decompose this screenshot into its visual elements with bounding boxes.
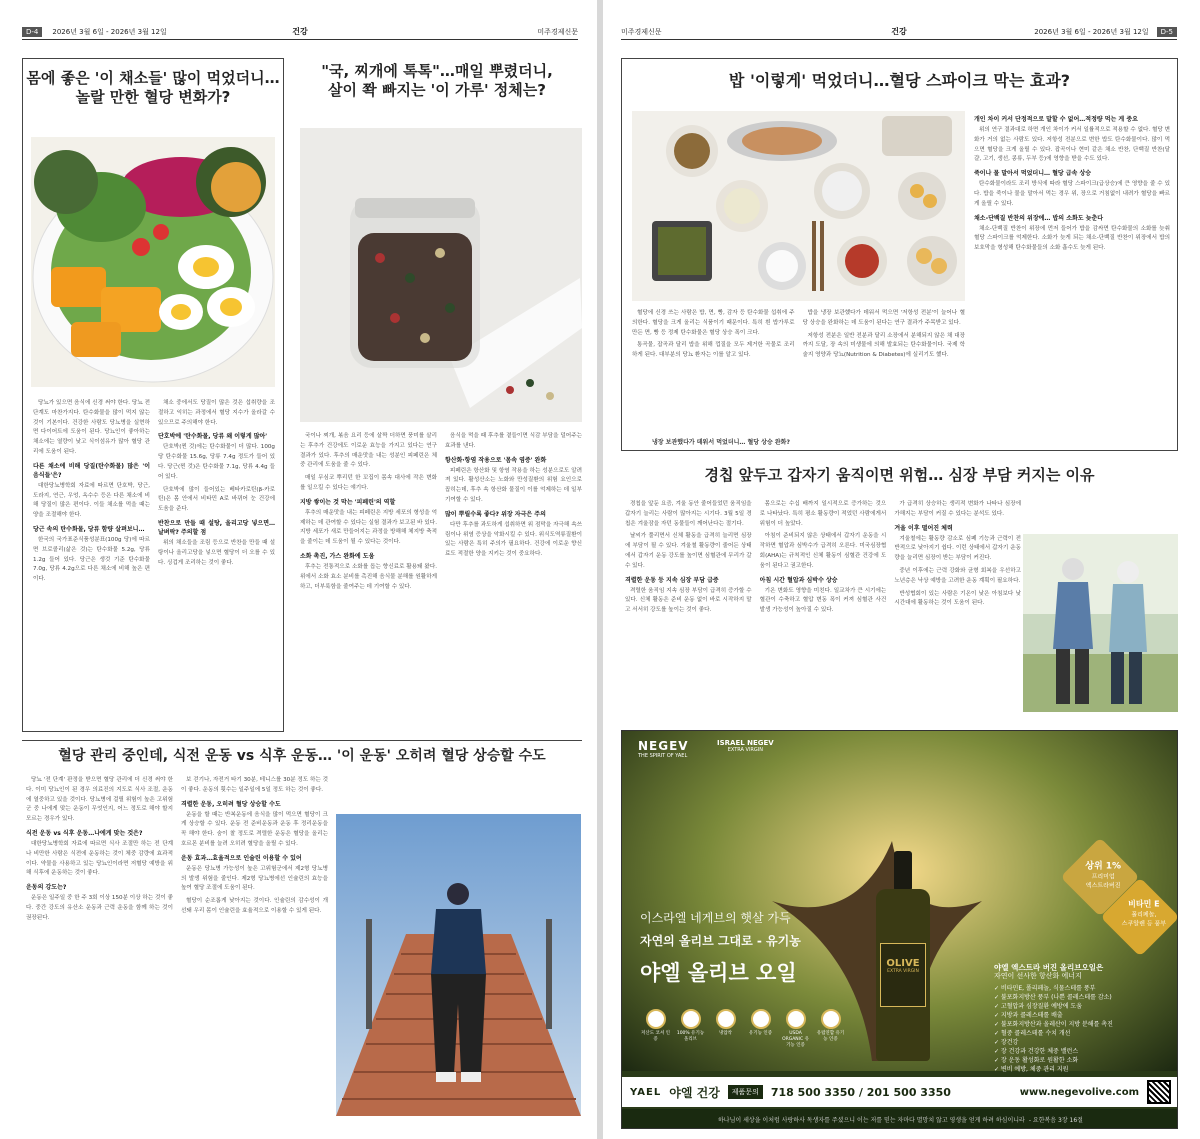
page-header-right bbox=[621, 24, 1177, 40]
vitamin-badge: 비타민 E 폴리페놀, 스쿠알렌 등 풍부 bbox=[1100, 877, 1178, 956]
paragraph: 혈당에 신경 쓰는 사람은 밥, 면, 빵, 감자 등 탄수화물 섭취에 주의한다. 혈당을 크게 올리는 식품이기 때문이다. 특히 흰 밥가루로 만든 면, 빵 등 정제 탄수화물은 혈당 상승 폭이 크다. bbox=[632, 310, 795, 336]
benefit-item: ✓ 비타민E, 폴리페놀, 식물스테롤 풍부 bbox=[994, 985, 1096, 992]
paragraph: 대한당뇨병학회 자료에 따르면 식사 조절만 하는 전 단계나 비만한 사람은 식전에 운동하는 것이 체중 감량에 효과적이다. 약물을 사용하고 있는 당뇨인이라면 저혈당 예방을 위해 식후에 운동하는 것이 좋다. bbox=[26, 840, 173, 877]
paragraph: 당뇨가 있으면 음식에 신경 써야 한다. 당뇨 전 단계도 마찬가지다. 탄수화물을 많이 먹지 않는 것이 기본이다. 건강한 사람도 당뇨병을 실현하면 다이어트에 도움이 된다. 당뇨인이 좋아하는 채소에는 열량이 낮고 식이섬유가 많아 혈당 관리에 도움이 된다. bbox=[33, 400, 150, 455]
paragraph: 단호박에 많이 들어있는 베타카로틴(β-카로틴)은 몸 안에서 비타민 A로 바뀌어 눈 건강에 도움을 준다. bbox=[158, 486, 275, 513]
certification-item: 유럽연합 유기농 인증 bbox=[815, 1009, 846, 1049]
paragraph: 후추는 전통적으로 소화를 돕는 향신료로 활용돼 왔다. 위에서 소화 효소 분비를 촉진해 음식물 분해를 원활하게 하고, 더부룩함을 줄여주는 데 기여할 수 있다. bbox=[300, 563, 437, 590]
text-column bbox=[894, 500, 1021, 712]
pepper-illustration bbox=[300, 128, 582, 422]
dishes-illustration bbox=[632, 111, 965, 301]
paragraph: 한국의 국가표준식품성분표(100g 당)에 따르면 브로콜리(삶은 것)는 탄수화물 5.2g, 당류 1.2g 들어 있다. 당근은 생것 기준 탄수화물 7.0g, 당류 4.2g으로 다른 채소에 비해 높은 편이다. bbox=[33, 536, 150, 583]
bible-verse: 하나님이 세상을 이처럼 사랑하사 독생자를 주셨으니 이는 저를 믿는 자마다 멸망치 않고 영생을 얻게 하려 하심이니라 - 요한복음 3장 16절 bbox=[622, 1109, 1178, 1129]
paragraph: 밥을 냉장 보관했다가 데워서 먹으면 '저항성 전분'이 늘어나 혈당 상승을 완화하는 데 도움이 된다는 연구 결과가 주목받고 있다. bbox=[802, 310, 965, 326]
paragraph: 경칩을 앞둔 요즘, 겨울 동안 줄어들었던 움직임을 갑자기 늘리는 사람이 많아지는 시기다. 3월 5일 경칩은 겨울잠을 자던 동물들이 깨어난다는 절기다. bbox=[625, 501, 752, 527]
article-title-exercise: 혈당 관리 중인데, 식전 운동 vs 식후 운동… '이 운동' 오히려 혈당 상승할 수도 bbox=[58, 748, 546, 764]
certification-icon bbox=[821, 1009, 841, 1029]
subheading: 격렬한 운동, 오히려 혈당 상승할 수도 bbox=[181, 800, 281, 808]
certification-icon bbox=[716, 1009, 736, 1029]
article-title: 몸에 좋은 '이 채소들' 많이 먹었더니… 놀랄 만한 혈당 변화가? bbox=[26, 69, 280, 107]
paragraph: 중년 이후에는 근력 강화와 균형 회복을 우선하고 노년층은 낙상 예방을 고려한 운동 계획이 필요하다. bbox=[894, 567, 1022, 584]
article-title: 밥 '이렇게' 먹었더니…혈당 스파이크 막는 효과? bbox=[728, 71, 1071, 90]
subheading: 식전 운동 vs 식후 운동…나에게 맞는 것은? bbox=[26, 829, 143, 837]
paragraph: 채소 중에서도 당질이 많은 것은 섭취량을 조절하고 익히는 과정에서 혈당 지수가 올라갈 수 있으므로 주의해야 한다. bbox=[158, 400, 275, 426]
section-name: 건강 bbox=[891, 27, 907, 36]
text-column bbox=[760, 500, 887, 712]
article-vegetables bbox=[22, 58, 284, 732]
salad-illustration bbox=[31, 137, 275, 387]
website-link[interactable]: www.negevolive.com bbox=[1019, 1086, 1139, 1098]
paragraph: 아침이 준비되지 않은 상태에서 갑자기 운동을 시작하면 혈압과 심박수가 급격히 오른다. 미국심장협회(AHA)는 규칙적인 신체 활동이 심혈관 건강에 도움이 된다고 권고한다. bbox=[759, 533, 887, 569]
text-column bbox=[158, 399, 275, 725]
paragraph: 대한당뇨병학회 자료에 따르면 단호박, 당근, 도라지, 연근, 우엉, 옥수수 등은 다른 채소에 비해 당질이 많은 편이다. 이들 채소를 먹을 때는 양을 조절해야 한다. bbox=[33, 482, 150, 519]
subheading: 겨울 이후 떨어진 체력 bbox=[894, 524, 953, 532]
brand-logo-2: ISRAEL NEGEV EXTRA VIRGIN bbox=[717, 739, 774, 753]
subheading: 소화 촉진, 가스 완화에 도움 bbox=[300, 552, 375, 560]
paragraph: 매일 무심코 뿌리던 한 꼬집이 몸속 대사에 작은 변화를 일으킬 수 있다는 얘기다. bbox=[300, 475, 437, 491]
certification-item: 저산도 코셔 인증 bbox=[640, 1009, 671, 1049]
text-column bbox=[181, 776, 328, 1116]
paragraph: 통곡물, 잡곡과 달리 밥을 위해 껍질을 모두 제거한 곡물로 조리하게 된다. 대부분의 당뇨 환자는 이를 알고 있다. bbox=[632, 342, 795, 359]
section-name: 건강 bbox=[292, 27, 308, 36]
publication-name: 미주경제신문 bbox=[537, 27, 578, 36]
article-title-powder: "국, 찌개에 톡톡"…매일 뿌렸더니, 살이 쫙 빠지는 '이 가루' 정체는? bbox=[321, 62, 553, 100]
certification-item: 100% 유기농 올리브 bbox=[675, 1009, 706, 1049]
article-body bbox=[632, 309, 965, 437]
paragraph: 위의 채소들을 조림 등으로 반찬을 만들 때 설탕이나 올리고당을 넣으면 혈당이 더 오를 수 있다. 싱겁게 조리하는 것이 좋다. bbox=[158, 539, 275, 566]
footer-logo: YAEL bbox=[630, 1086, 662, 1098]
paragraph: 혈당이 순조롭게 낮아지는 것이다. 인슐린의 감수성이 개선돼 우리 몸이 인슐린을 효율적으로 이용할 수 있게 된다. bbox=[181, 898, 328, 914]
olive-oil-ad[interactable] bbox=[621, 730, 1178, 1129]
left-page bbox=[0, 0, 597, 1139]
certification-icon bbox=[786, 1009, 806, 1029]
phone-number[interactable]: 718 500 3350 / 201 500 3350 bbox=[770, 1085, 951, 1099]
photo-caption: 냉장 보관했다가 데워서 먹었더니… 혈당 상승 완화? bbox=[652, 439, 790, 446]
paragraph: 날씨가 풀리면서 신체 활동을 급격히 늘리면 심장에 부담이 될 수 있다. 겨울철 활동량이 줄어든 상태에서 갑자기 운동 강도를 높이면 심혈관에 무리가 갈 수 있다. bbox=[625, 533, 752, 569]
paragraph: 음식을 먹을 때 후추를 곁들이면 식감 부담을 덜어주는 효과를 낸다. bbox=[445, 433, 582, 449]
article-body-powder bbox=[300, 432, 582, 732]
certification-item: 냉압착 bbox=[710, 1009, 741, 1049]
paragraph: 채소-단백질 반찬이 위장에 먼저 들어가 밥을 감싸면 탄수화물의 소화를 늦춰 혈당 스파이크를 억제한다. 소화가 늦게 되는 채소-단백질 반찬이 위장에서 밥의 보호막을 형성해 탄수화물들의 소화 흡수도 늦게 된다. bbox=[974, 225, 1170, 252]
stairs-runner-photo bbox=[336, 814, 581, 1116]
ad-contact-bar bbox=[622, 1077, 1178, 1107]
page-number: D-4 bbox=[22, 27, 42, 37]
text-column bbox=[632, 309, 795, 437]
footer-brand: 야엘 건강 bbox=[669, 1085, 720, 1100]
premium-badge: 상위 1% 프리미엄 엑스트라버진 bbox=[1060, 837, 1139, 916]
benefit-item: ✓ 장 운동 활성화로 원활한 소화 bbox=[994, 1057, 1079, 1064]
page-header-left bbox=[22, 24, 578, 40]
certification-icon bbox=[681, 1009, 701, 1029]
rice-dishes-photo bbox=[632, 111, 965, 301]
benefit-item: ✓ 불포화지방산 풍부 (나쁜 콜레스테롤 감소) bbox=[994, 994, 1112, 1001]
article-body bbox=[33, 399, 275, 725]
article-body-exercise bbox=[26, 776, 328, 1116]
paragraph: 운동은 일주일 중 한 주 3회 이상 150분 이상 하는 것이 좋다. 중간 강도의 유산소 운동과 근력 운동을 함께 하는 것이 권장된다. bbox=[26, 895, 173, 921]
benefit-item: ✓ 변비 예방, 체중 관리 지원 bbox=[994, 1066, 1069, 1073]
subheading: 개인 차이 커서 단정적으로 말할 수 없어…적정량 먹는 게 중요 bbox=[974, 116, 1138, 123]
paragraph: 몸으로는 수십 배까지 일시적으로 증가하는 것으로 나타났다. 특히 평소 활동량이 적었던 사람에게서 위험이 더 높았다. bbox=[759, 501, 887, 527]
paragraph: 운동은 당뇨병 가능성이 높은 고위험군에서 제2형 당뇨병의 발생 위험을 줄인다. 제2형 당뇨병에선 인슐린의 효능을 높여 혈당 조절에 도움이 된다. bbox=[181, 865, 328, 892]
subheading: 많이 뿌릴수록 좋다? 위장 자극은 주의 bbox=[445, 510, 546, 518]
certification-item: USDA ORGANIC 유기농 인증 bbox=[780, 1009, 811, 1049]
paragraph: 반성협회이 있는 사람은 기온이 낮은 아침보다 낮 시간대에 활동하는 것이 도움이 된다. bbox=[894, 590, 1022, 607]
paragraph: 운동을 할 때는 반복운동에 음식을 많이 먹으면 혈당이 크게 상승할 수 있다. 운동 전 준비운동과 운동 후 정리운동을 꼭 해야 한다. 숨이 찰 정도로 격렬한 운동은 혈당을 올리는 호르몬 분비를 늘려 오히려 혈당을 올릴 수 있다. bbox=[181, 811, 328, 847]
benefit-item: ✓ 지방과 콜레스테롤 배출 bbox=[994, 1012, 1063, 1019]
paragraph: 다만 후추를 과도하게 섭취하면 위 점막을 자극해 속쓰림이나 위염 증상을 악화시킬 수 있다. 위식도역류질환이 있는 사람은 특히 주의가 필요하다. 건강에 이로운 향신료도 적절한 양을 지키는 것이 중요하다. bbox=[445, 521, 582, 558]
paragraph: 피페린은 항산화 및 항염 작용을 하는 성분으로도 알려져 있다. 활성산소는 노화와 만성질환의 위험 요인으로 꼽히는데, 후추 속 항산화 물질이 이를 억제하는 데 일부 기여할 수 있다. bbox=[445, 467, 582, 503]
contact-label: 제품문의 bbox=[728, 1085, 763, 1099]
paragraph: 국이나 찌개, 볶음 요리 등에 살짝 더하면 풍미를 살리는 후추가 건강에도 이로운 효능을 가지고 있다는 연구 결과가 있다. 후추의 매운맛을 내는 성분인 피페린은 체중 관리에 도움을 줄 수 있다. bbox=[300, 433, 437, 469]
elderly-couple-photo bbox=[1023, 534, 1178, 712]
paragraph: 단호박(찐 것)에는 탄수화물이 더 많다. 100g당 탄수화물 15.6g, 당류 7.4g 정도가 들어 있다. 당근(찐 것)은 탄수화물 7.1g, 당류 4.4g 들어 있다. bbox=[158, 444, 275, 480]
paragraph: 탄수화물이라도 조리 방식에 따라 혈당 스파이크(급상승)에 큰 영향을 줄 수 있다. 밥을 죽이나 물을 말아서 먹는 경우 위, 장으로 거침없이 내려가 혈당을 빠르게 올릴 수 있다. bbox=[974, 181, 1170, 207]
text-column bbox=[445, 432, 582, 732]
subheading: 다른 채소에 비해 당질(탄수화물) 많은 '이 음식들'은? bbox=[33, 462, 150, 479]
qr-code-icon[interactable] bbox=[1147, 1080, 1171, 1104]
benefit-item: ✓ 불포화지방산과 올레산이 지방 분해를 촉진 bbox=[994, 1021, 1113, 1028]
paragraph: 보 걷기나, 자전거 타기 30분, 테니스를 30분 정도 하는 것이 좋다. 운동의 횟수는 일주일에 5일 정도 하는 것이 좋다. bbox=[181, 777, 328, 793]
divider bbox=[22, 740, 582, 741]
text-column bbox=[803, 309, 966, 437]
text-column bbox=[625, 500, 752, 712]
text-column bbox=[26, 776, 173, 1116]
right-page bbox=[603, 0, 1200, 1139]
paragraph: 당뇨 '전 단계' 판정을 받으면 혈당 관리에 더 신경 써야 한다. 이미 당뇨인이 된 경우 의료진의 지도로 식사 조절, 운동에 열중하고 있을 것이다. 당뇨병에 걸릴 위험이 높은 고위험군 중 나에게 맞는 운동이 무엇인지, 어느 정도로 해야 할지 모르는 경우가 있다. bbox=[26, 777, 173, 823]
paragraph: 기온 변화도 영향을 미친다. 일교차가 큰 시기에는 혈관이 수축하고 혈압 변동 폭이 커져 심혈관 사건 발생 가능성이 높아질 수 있다. bbox=[759, 587, 887, 614]
paragraph: 저항성 전분은 일반 전분과 달리 소장에서 분해되지 않은 채 대장까지 도달, 장 속의 미생물에 의해 발효되는 탄수화물이다. 국제 학술지 영양과 당뇨(Nutrition & Diabetes)에 실리기도 했다. bbox=[802, 332, 965, 359]
subheading: 운동 효과…효율적으로 인슐린 이용할 수 있어 bbox=[181, 854, 302, 862]
salad-photo bbox=[31, 137, 275, 387]
benefit-item: ✓ 혈중 콜레스테롤 수치 개선 bbox=[994, 1030, 1071, 1037]
certification-icon bbox=[646, 1009, 666, 1029]
certification-icons bbox=[640, 1009, 850, 1049]
issue-date: 2026년 3월 6일 - 2026년 3월 12일 bbox=[1034, 27, 1149, 36]
subheading: 지방 쌓이는 것 막는 '피페린'의 역할 bbox=[300, 498, 396, 506]
subheading: 운동의 강도는? bbox=[26, 884, 67, 892]
subheading: 채소-단백질 반찬의 위장에… 밥의 소화도 늦춘다 bbox=[974, 214, 1104, 222]
certification-icon bbox=[751, 1009, 771, 1029]
text-column bbox=[300, 432, 437, 732]
text-column bbox=[33, 399, 150, 725]
paragraph: 격렬한 움직임 지속 심장 부담이 급격히 증가할 수 있다. 신체 활동은 준비 운동 없이 바로 시작하지 말고 서서히 강도를 높이는 것이 좋다. bbox=[625, 587, 752, 614]
stairs-illustration bbox=[336, 814, 581, 1116]
paragraph: 겨울철에는 활동량 감소로 심폐 기능과 근력이 전반적으로 낮아지기 쉽다. 이런 상태에서 갑자기 운동량을 늘리면 심장이 받는 부담이 커진다. bbox=[894, 535, 1022, 562]
pepper-jar-photo bbox=[300, 128, 582, 422]
benefit-item: ✓ 고혈압과 심장질환 예방에 도움 bbox=[994, 1003, 1083, 1010]
paragraph: 후추의 매운맛을 내는 피페린은 지방 세포의 형성을 억제하는 데 관여할 수 있다는 실험 결과가 보고된 바 있다. 지방 세포가 새로 만들어지는 과정을 방해해 체지방 축적을 줄이는 데 도움이 될 수 있다는 것이다. bbox=[300, 509, 437, 546]
page-number: D-5 bbox=[1157, 27, 1177, 37]
article-body-heart bbox=[625, 500, 1021, 712]
couple-illustration bbox=[1023, 534, 1178, 712]
subheading: 당근 속의 탄수화물, 당류 함량 살펴보니… bbox=[33, 525, 145, 533]
publication-name: 미주경제신문 bbox=[621, 27, 662, 36]
article-rice bbox=[621, 58, 1178, 451]
ad-tagline: 이스라엘 네게브의 햇살 가득 자연의 올리브 그대로 - 유기농 야엘 올리브 오일 bbox=[640, 911, 801, 985]
subheading: 항산화·항염 작용으로 '몸속 염증' 완화 bbox=[445, 456, 547, 464]
olive-oil-bottle: OLIVE EXTRA VIRGIN bbox=[872, 851, 934, 1061]
sidebar-text bbox=[974, 111, 1170, 441]
ad-headline: 야엘 올리브 오일 bbox=[640, 961, 797, 985]
brand-logo: NEGEV THE SPIRIT OF YAEL bbox=[638, 739, 689, 759]
certification-item: 유기농 인증 bbox=[745, 1009, 776, 1049]
benefits-list: 야엘 엑스트라 버진 올리브오일은 자연이 선사한 항산화 에너지 ✓ 비타민E, 폴리페놀, 식물스테롤 풍부 ✓ 불포화지방산 풍부 (나쁜 콜레스테롤 감소) ✓ 고혈압과 심장질환 예방에 도움 ✓ 지방과 콜레스테롤 배출 ✓ 불포화지방산과 올레산이 지방 분해를 촉진 ✓ 혈중 콜레스테롤 수치 개선 ✓ 장건강 ✓ 장 건강과 건강한 체중 밸런스 ✓ 장 운동 활성화로 원활한 소화 ✓ 변비 예방, 체중 관리 지원 bbox=[994, 963, 1170, 1074]
subheading: 반찬으로 만들 때 설탕, 올리고당 넣으면… 날벼락? 주의할 점 bbox=[158, 519, 275, 536]
subheading: 격렬한 운동 등 지속 심장 부담 급증 bbox=[625, 576, 719, 584]
subheading: 아침 시간 혈압과 심박수 상승 bbox=[759, 576, 838, 584]
bottle-label: OLIVE bbox=[886, 958, 920, 969]
benefit-item: ✓ 장건강 bbox=[994, 1039, 1019, 1046]
benefit-item: ✓ 장 건강과 건강한 체중 밸런스 bbox=[994, 1048, 1079, 1055]
paragraph: 위의 연구 결과대로 하면 개인 차이가 커서 일률적으로 적용할 수 없다. 혈당 변화가 거의 없는 사람도 있다. 저항성 전분으로 변한 밥도 탄수화물이다. 많이 먹으면 혈당을 크게 올릴 수 있다. 잡곡이나 현미 같은 채소 반찬, 단백질 반찬(달걀, 고기, 생선, 콩류, 두부 등)에 영향을 받을 수도 있다. bbox=[974, 127, 1170, 163]
subheading: 죽이나 물 말아서 먹었더니… 혈당 급속 상승 bbox=[974, 170, 1092, 178]
article-title-heart: 경칩 앞두고 갑자기 움직이면 위험… 심장 부담 커지는 이유 bbox=[704, 466, 1095, 484]
issue-date: 2026년 3월 6일 - 2026년 3월 12일 bbox=[52, 27, 167, 36]
paragraph: 가 급격히 상승하는 생리적 변화가 나타나 심장에 가해지는 부담이 커질 수 있다는 분석도 있다. bbox=[894, 501, 1022, 517]
subheading: 단호박에 '탄수화물, 당류 왜 이렇게 많아' bbox=[158, 433, 268, 441]
